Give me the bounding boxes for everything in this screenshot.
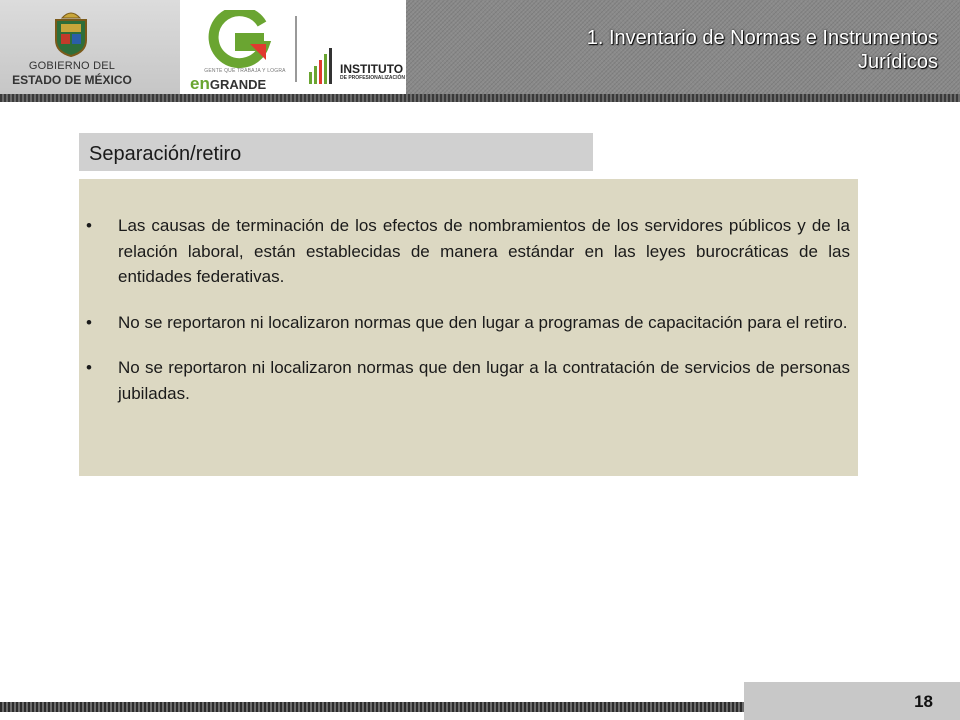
engrande-grande: GRANDE <box>209 77 267 92</box>
header-divider-band <box>0 94 960 102</box>
content-box <box>79 179 858 476</box>
bullet-list <box>79 213 858 426</box>
logo-divider <box>295 16 297 82</box>
header <box>0 0 960 96</box>
coat-of-arms-icon <box>50 8 92 58</box>
engrande-tagline: GENTE QUE TRABAJA Y LOGRA <box>204 68 286 74</box>
bullet-item: • Las causas de terminación de los efectos de nombramientos de los servidores públicos y de la relación laboral, están establecidas de manera estándar en las leyes burocráticas de las entidades federativas. <box>79 213 858 290</box>
slide-title: 1. Inventario de Normas e Instrumentos Jurídicos <box>586 27 938 73</box>
instituto-subtitle: DE PROFESIONALIZACIÓN <box>340 75 406 81</box>
section-title: Separación/retiro <box>79 133 593 171</box>
instituto-name: INSTITUTO <box>340 62 404 76</box>
bar-chart-icon <box>308 48 338 84</box>
engrande-en: en <box>190 74 210 93</box>
logo-gobierno-estado-mexico <box>0 0 180 94</box>
logo-gobierno-line2: ESTADO DE MÉXICO <box>12 73 132 87</box>
bullet-item: • No se reportaron ni localizaron normas que den lugar a la contratación de servicios de personas jubiladas. <box>79 355 858 406</box>
page-number-box <box>744 682 960 720</box>
engrande-wordmark <box>190 74 266 94</box>
logo-engrande-instituto <box>180 0 406 94</box>
bullet-item: • No se reportaron ni localizaron normas que den lugar a programas de capacitación para el retiro. <box>79 310 858 336</box>
page-number: 18 <box>914 692 933 711</box>
logo-gobierno-line1: GOBIERNO DEL <box>28 60 116 72</box>
g-logo-icon <box>208 10 272 70</box>
